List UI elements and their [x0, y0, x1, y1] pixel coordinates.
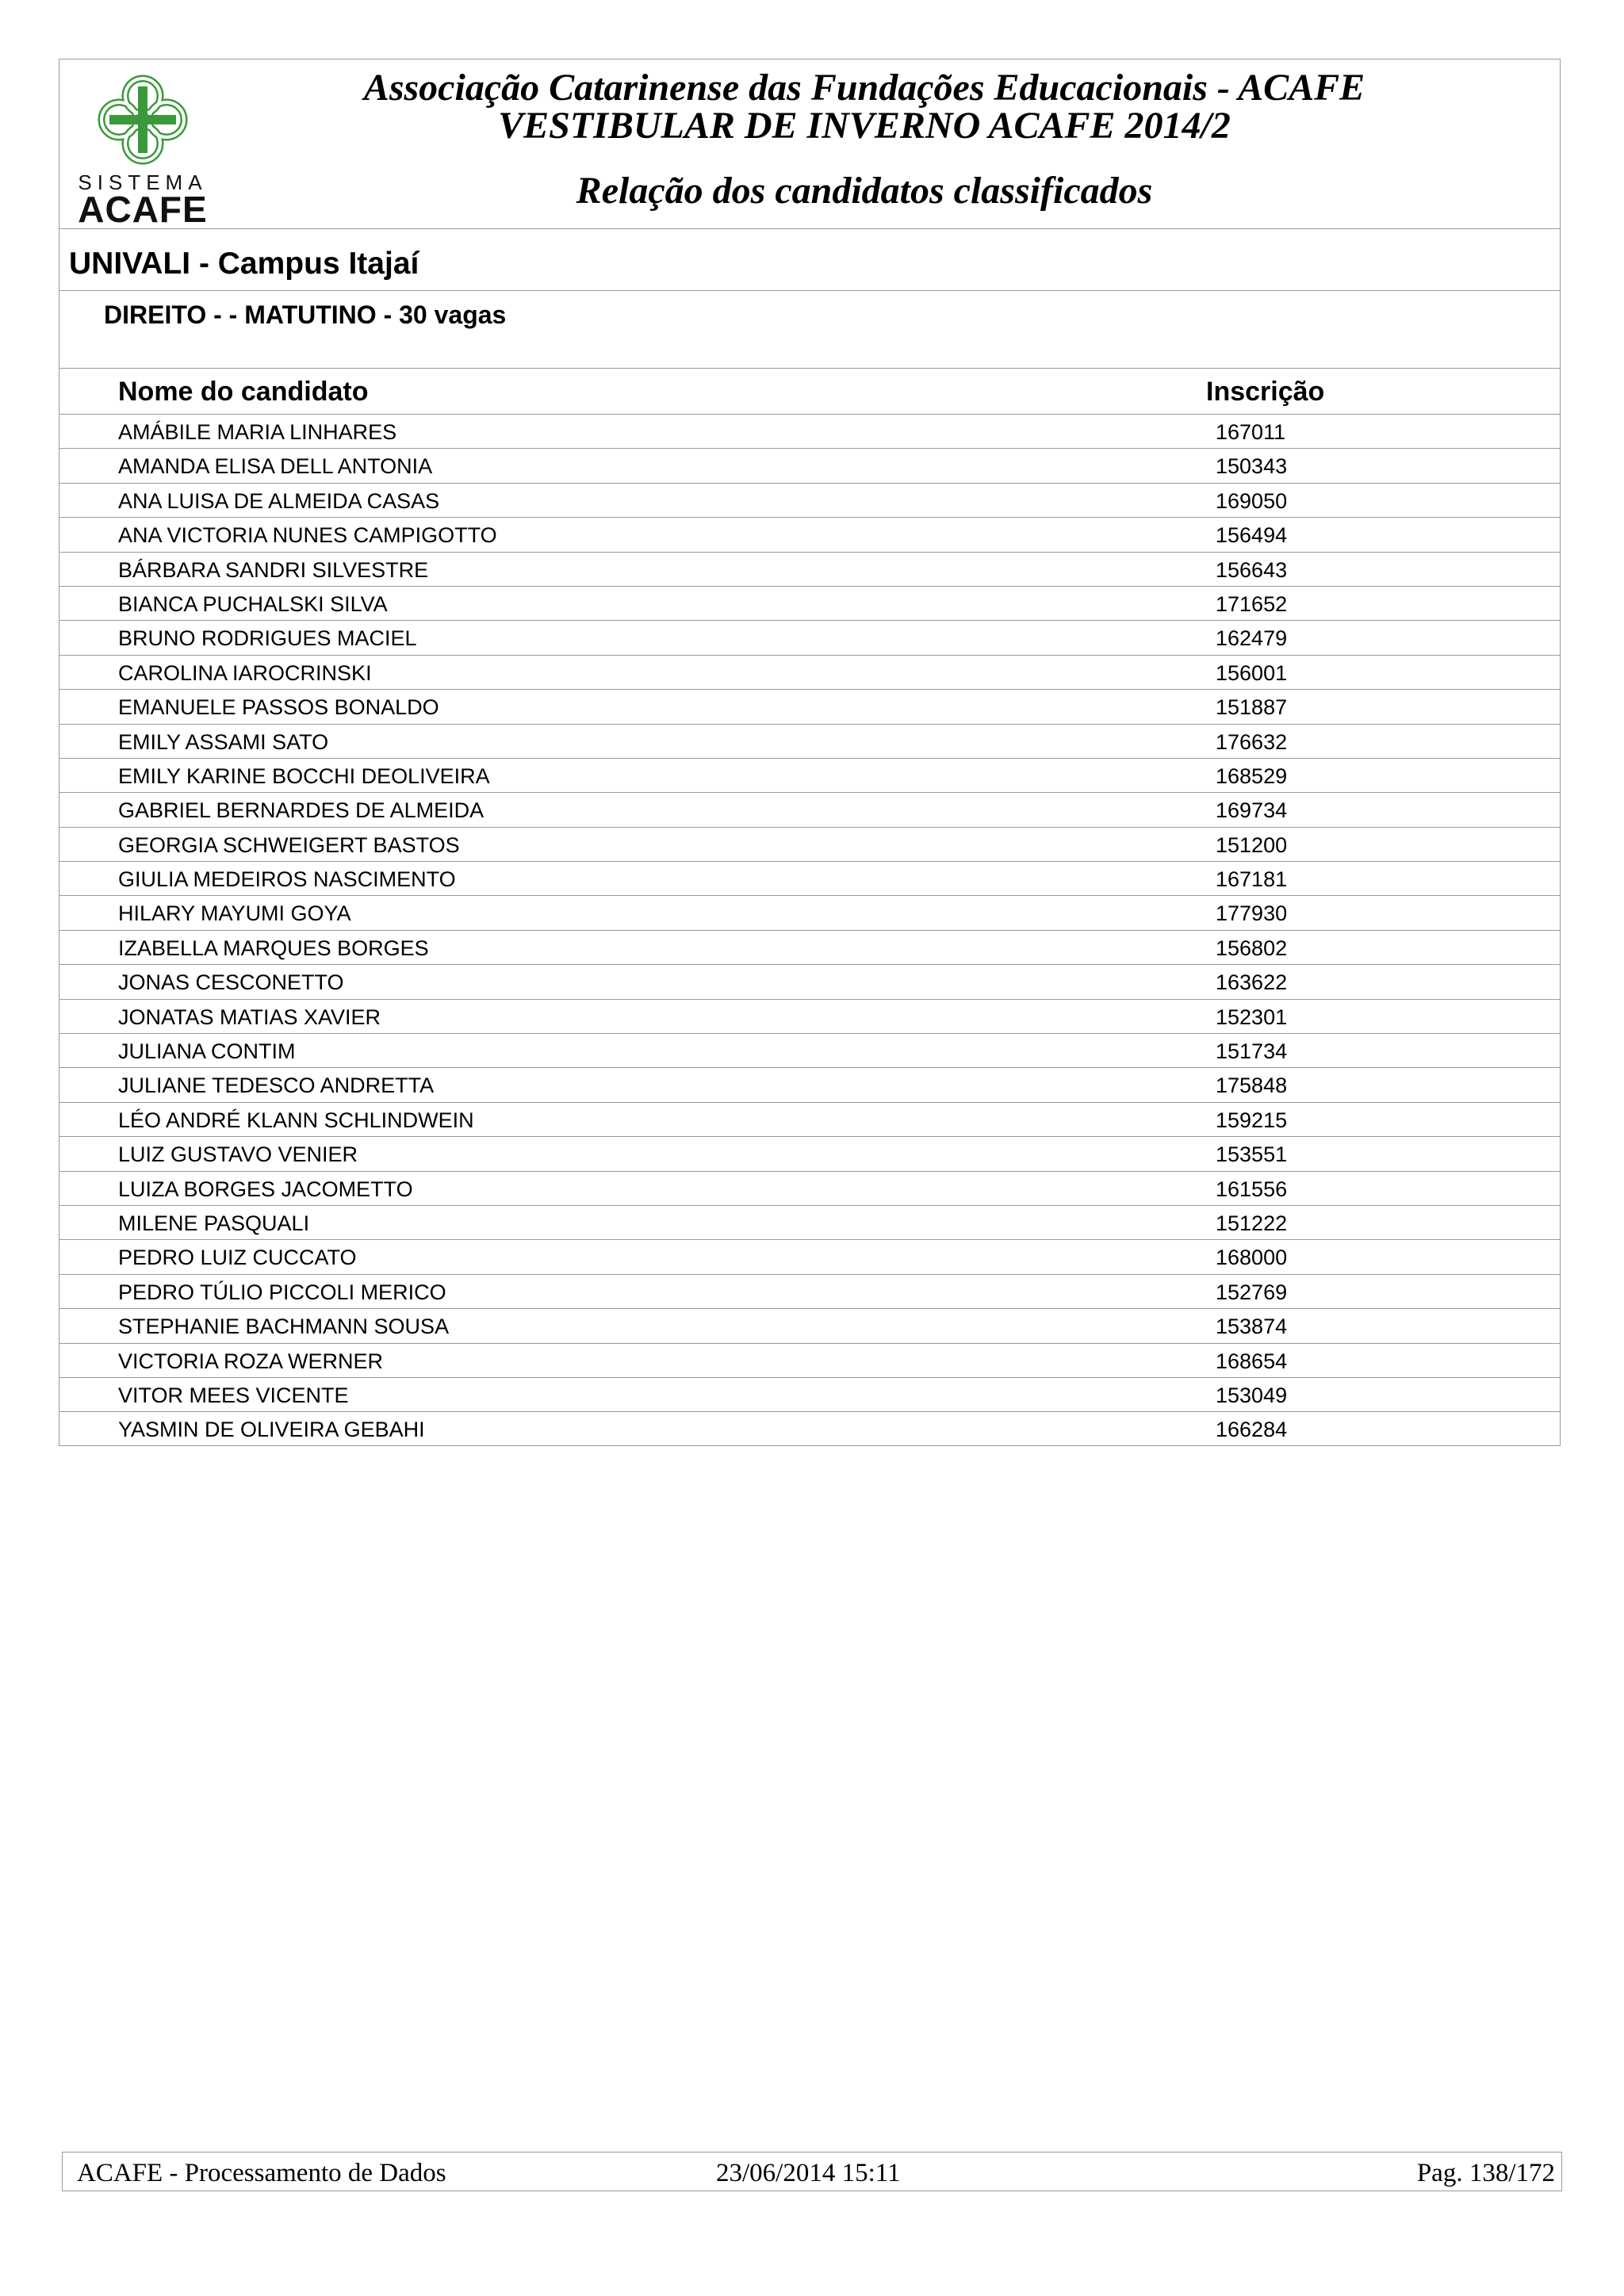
course-name: DIREITO - - MATUTINO - 30 vagas — [104, 300, 507, 329]
table-header — [59, 369, 1560, 415]
table-row — [59, 931, 1560, 965]
candidate-inscricao: 166284 — [1216, 1418, 1288, 1442]
table-row — [59, 793, 1560, 827]
table-row — [59, 1000, 1560, 1034]
table-row — [59, 415, 1560, 449]
logo-acafe-text: ACAFE — [78, 189, 208, 230]
document-frame — [59, 59, 1561, 1446]
candidate-name: JONATAS MATIAS XAVIER — [118, 1004, 381, 1029]
table-row — [59, 896, 1560, 930]
candidate-name: JULIANE TEDESCO ANDRETTA — [118, 1073, 435, 1098]
candidate-inscricao: 153049 — [1216, 1383, 1288, 1407]
list-title: Relação dos candidatos classificados — [576, 170, 1153, 212]
candidate-name: BIANCA PUCHALSKI SILVA — [118, 591, 388, 616]
candidate-name: AMÁBILE MARIA LINHARES — [118, 420, 397, 444]
candidate-inscricao: 151734 — [1216, 1039, 1288, 1064]
candidate-name: EMILY ASSAMI SATO — [118, 729, 329, 754]
table-row — [59, 1103, 1560, 1137]
course-section — [59, 291, 1560, 369]
candidate-inscricao: 175848 — [1216, 1073, 1288, 1098]
candidate-inscricao: 162479 — [1216, 626, 1288, 651]
candidate-inscricao: 168529 — [1216, 763, 1288, 788]
column-header-name: Nome do candidato — [118, 377, 369, 407]
page-footer — [62, 2152, 1562, 2191]
column-header-inscricao: Inscrição — [1206, 377, 1325, 407]
candidate-name: IZABELLA MARQUES BORGES — [118, 936, 429, 960]
candidate-name: JONAS CESCONETTO — [118, 970, 344, 995]
candidate-inscricao: 161556 — [1216, 1177, 1288, 1201]
clover-cross-icon — [75, 71, 210, 174]
table-row — [59, 621, 1560, 655]
table-row — [59, 553, 1560, 587]
candidate-inscricao: 168000 — [1216, 1246, 1288, 1270]
candidate-name: GIULIA MEDEIROS NASCIMENTO — [118, 867, 456, 892]
candidate-inscricao: 177930 — [1216, 901, 1288, 926]
candidate-name: ANA LUISA DE ALMEIDA CASAS — [118, 488, 440, 513]
candidate-name: MILENE PASQUALI — [118, 1211, 310, 1235]
candidate-inscricao: 156643 — [1216, 557, 1288, 582]
candidate-name: EMILY KARINE BOCCHI DEOLIVEIRA — [118, 763, 490, 788]
table-row — [59, 1309, 1560, 1343]
logo-sistema-text: SISTEMA — [78, 170, 208, 194]
candidate-inscricao: 171652 — [1216, 591, 1288, 616]
candidate-inscricao: 159215 — [1216, 1108, 1288, 1132]
candidate-inscricao: 156802 — [1216, 936, 1288, 960]
candidate-name: YASMIN DE OLIVEIRA GEBAHI — [118, 1418, 425, 1442]
candidate-name: LUIZ GUSTAVO VENIER — [118, 1142, 358, 1167]
candidate-name: HILARY MAYUMI GOYA — [118, 901, 351, 926]
candidate-inscricao: 168654 — [1216, 1349, 1288, 1373]
document-header — [59, 59, 1560, 229]
table-row — [59, 862, 1560, 896]
candidate-name: EMANUELE PASSOS BONALDO — [118, 695, 439, 720]
candidate-inscricao: 163622 — [1216, 970, 1288, 995]
candidate-name: CAROLINA IAROCRINSKI — [118, 660, 372, 685]
candidate-name: GABRIEL BERNARDES DE ALMEIDA — [118, 798, 485, 823]
footer-timestamp: 23/06/2014 15:11 — [716, 2159, 901, 2187]
candidate-inscricao: 150343 — [1216, 454, 1288, 479]
candidate-inscricao: 153551 — [1216, 1142, 1288, 1167]
table-row — [59, 725, 1560, 759]
candidate-name: AMANDA ELISA DELL ANTONIA — [118, 454, 433, 479]
candidate-inscricao: 151200 — [1216, 832, 1288, 857]
table-row — [59, 1240, 1560, 1274]
footer-department: ACAFE - Processamento de Dados — [77, 2159, 446, 2187]
candidate-name: LÉO ANDRÉ KLANN SCHLINDWEIN — [118, 1108, 474, 1132]
candidate-inscricao: 151887 — [1216, 695, 1288, 720]
candidate-inscricao: 167011 — [1216, 420, 1286, 444]
campus-name: UNIVALI - Campus Itajaí — [69, 247, 419, 281]
candidate-name: STEPHANIE BACHMANN SOUSA — [118, 1314, 450, 1339]
candidate-inscricao: 152769 — [1216, 1280, 1288, 1304]
candidate-name: PEDRO LUIZ CUCCATO — [118, 1246, 357, 1270]
table-row — [59, 1275, 1560, 1309]
footer-page-number: Pag. 138/172 — [1416, 2159, 1555, 2187]
table-row — [59, 828, 1560, 862]
candidate-inscricao: 169050 — [1216, 488, 1288, 513]
candidate-name: LUIZA BORGES JACOMETTO — [118, 1177, 413, 1201]
candidate-name: ANA VICTORIA NUNES CAMPIGOTTO — [118, 523, 497, 548]
table-row — [59, 690, 1560, 724]
candidate-inscricao: 176632 — [1216, 729, 1288, 754]
table-row — [59, 965, 1560, 999]
table-row — [59, 656, 1560, 690]
candidate-inscricao: 169734 — [1216, 798, 1288, 823]
table-row — [59, 1206, 1560, 1240]
candidate-inscricao: 156494 — [1216, 523, 1288, 548]
candidate-inscricao: 152301 — [1216, 1004, 1288, 1029]
candidate-name: BRUNO RODRIGUES MACIEL — [118, 626, 417, 651]
acafe-logo — [75, 71, 210, 230]
candidate-name: VITOR MEES VICENTE — [118, 1383, 349, 1407]
table-row — [59, 1137, 1560, 1171]
table-row — [59, 484, 1560, 518]
candidate-inscricao: 156001 — [1216, 660, 1288, 685]
table-row — [59, 759, 1560, 793]
table-row — [59, 1412, 1560, 1446]
table-row — [59, 1172, 1560, 1206]
candidate-inscricao: 151222 — [1216, 1211, 1288, 1235]
organization-title: Associação Catarinense das Fundações Educacionais - ACAFE — [363, 67, 1365, 109]
table-row — [59, 1068, 1560, 1102]
candidate-name: BÁRBARA SANDRI SILVESTRE — [118, 557, 429, 582]
candidate-table-body — [59, 415, 1560, 1447]
campus-section — [59, 229, 1560, 291]
table-row — [59, 518, 1560, 552]
exam-title: VESTIBULAR DE INVERNO ACAFE 2014/2 — [498, 105, 1231, 147]
candidate-name: GEORGIA SCHWEIGERT BASTOS — [118, 832, 460, 857]
candidate-inscricao: 167181 — [1216, 867, 1288, 892]
candidate-name: PEDRO TÚLIO PICCOLI MERICO — [118, 1280, 446, 1304]
table-row — [59, 449, 1560, 483]
table-row — [59, 1344, 1560, 1378]
table-row — [59, 1378, 1560, 1412]
candidate-name: VICTORIA ROZA WERNER — [118, 1349, 384, 1373]
table-row — [59, 587, 1560, 621]
candidate-name: JULIANA CONTIM — [118, 1039, 296, 1064]
table-row — [59, 1034, 1560, 1068]
candidate-inscricao: 153874 — [1216, 1314, 1288, 1339]
